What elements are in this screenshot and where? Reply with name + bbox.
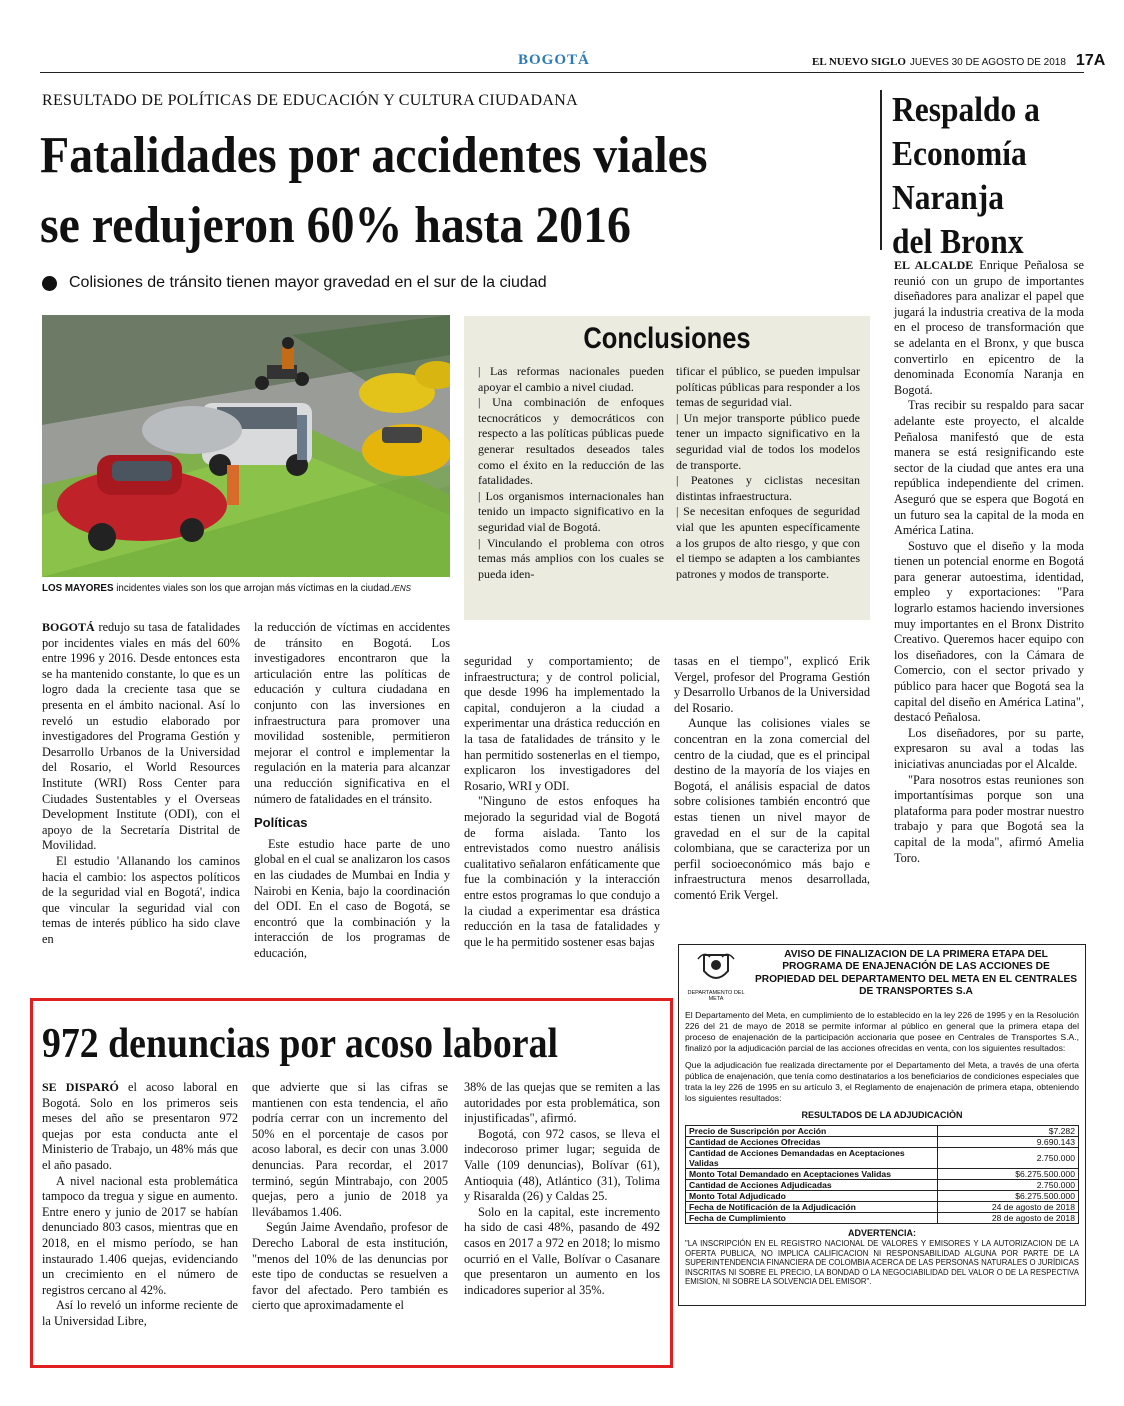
meta-seal bbox=[685, 949, 747, 1002]
paragraph: El estudio 'Allanando los caminos hacia el cambio: los aspectos políticos de la seguridad vial en Bogotá', indica que vincular la seguridad vial con temas de interés público ha sido clave en bbox=[42, 853, 240, 946]
headline-line-2: se redujeron 60% hasta 2016 bbox=[40, 197, 631, 254]
lead-word: SE DISPARÓ bbox=[42, 1080, 119, 1094]
subhead-text: Colisiones de tránsito tienen mayor gravedad en el sur de la ciudad bbox=[69, 274, 547, 291]
table-row: Fecha de Notificación de la Adjudicación 24 de agosto de 2018 bbox=[686, 1202, 1079, 1213]
paragraph: A nivel nacional esta problemática tampoco da tregua y sigue en aumento. Entre enero y junio de 2017 se habían denunciado 803 casos, mientras que en 2018, en el mismo período, se han instaurado 1.406 quejas, evidenciando un crecimiento en el número de registros cercano al 42%. bbox=[42, 1173, 238, 1297]
acoso-column-3 bbox=[464, 1080, 660, 1298]
paragraph: que advierte que si las cifras se mantienen con esta tendencia, el año podría cerrar con un incremento del 50% en el porcentaje de casos por acoso laboral, es decir con unas 3.000 denuncias. Para recordar, el 2017 terminó, según Mintrabajo, con 2005 quejas, pero a junio de 2018 ya llevábamos 1.406. bbox=[252, 1080, 448, 1219]
paragraph: BOGOTÁ redujo su tasa de fatalidades por incidentes viales en más del 60% entre 1996 y 2016. Desde entonces esta se ha mantenido constante, lo que es un logro dada la creciente tasa que se presenta en el ámbito nacional. Así lo reveló un estudio elaborado por investigadores del Programa Gestión y Desarrollo Urbanos de la Universidad del Rosario, el World Resources Institute (WRI) Ross Center para Ciudades Sustentables y el Overseas Development Institute (ODI), con el apoyo de la Secretaría Distrital de Movilidad. bbox=[42, 620, 240, 853]
paragraph: SE DISPARÓ el acoso laboral en Bogotá. Solo en los primeros seis meses del año se presentaron 972 quejas por esta conducta ante el Ministerio de Trabajo, un 48% más que el año pasado. bbox=[42, 1080, 239, 1172]
warning-text: "LA INSCRIPCIÓN EN EL REGISTRO NACIONAL DE VALORES Y EMISORES Y LA AUTORIZACION DE LA OFERTA PUBLICA, NO IMPLICA CALIFICACION NI RESPONSABILIDAD ALGUNA POR PARTE DE LA SUPERINTENDENCIA FINANCIERA DE COLOMBIA ACERCA DE LAS PERSONAS NATURALES O JURÍDICAS INSCRITAS NI SOBRE EL PRECIO, LA BONDAD O LA NEGOCIABILIDAD DEL VALOR O DE LA RESPECTIVA EMISION, NI SOBRE LA SOLVENCIA DEL EMISOR". bbox=[685, 1239, 1079, 1287]
notice-paragraph-2: Que la adjudicación fue realizada directamente por el Departamento del Meta, a través de una oferta pública de enajenación, que tenía como destinatarios a los beneficiarios de condiciones especiales que trata la ley 226 de 1995 en su artículo 3, el Reglamento de enajenación de primera etapa, obteniendo los siguientes resultados: bbox=[685, 1060, 1079, 1103]
paragraph: "Para nosotros estas reuniones son importantísimas porque son una plataforma para poder mostrar nuestro trabajo y para que Bogotá sea la capital de la moda", afirmó Amelia Toro. bbox=[894, 772, 1084, 865]
conclusion-item: | Una combinación de enfoques tecnocráticos y democráticos con respecto a las políticas públicas puede generar resultados deseados tales como el éxito en la reducción de las fatalidades. bbox=[478, 395, 664, 488]
table-row: Monto Total Adjudicado $6.275.500.000 bbox=[686, 1191, 1079, 1202]
paragraph: EL ALCALDE Enrique Peñalosa se reunió con un grupo de importantes diseñadores para analizar el papel que jugará la industria creativa de la moda en el proceso de transformación que se adelanta en el Bronx, y que busca convertirlo en epicentro de la denominada Economía Naranja en Bogotá. bbox=[894, 258, 1085, 397]
acoso-column-1 bbox=[42, 1080, 238, 1330]
paragraph: Tras recibir su respaldo para sacar adelante este proyecto, el alcalde Peñalosa manifestó que de esta manera se está resignificando este sector de la ciudad que antes era una república independiente del crimen. Aseguró que se espera que Bogotá en un futuro sea la capital de la moda en América Latina. bbox=[894, 398, 1084, 538]
section-label: BOGOTÁ bbox=[518, 52, 590, 68]
paragraph: tasas en el tiempo", explicó Erik Vergel, profesor del Programa Gestión y Desarrollo Urbanos de la Universidad del Rosario. bbox=[674, 654, 870, 715]
car-crash-image bbox=[42, 315, 450, 577]
paragraph: la reducción de víctimas en accidentes de tránsito en Bogotá. Los investigadores encontraron que la articulación entre las políticas de educación y cultura ciudadana en conjunto con las inversiones en infraestructura para promover una movilidad sostenible, permitieron mejorar el control e implementar la regulación en la materia para alcanzar una reducción significativa en el número de fatalidades en el tránsito. bbox=[254, 620, 450, 806]
table-row: Precio de Suscripción por Acción $7.282 bbox=[686, 1126, 1079, 1137]
conclusion-item: | Se necesitan enfoques de seguridad vial que les apunten específicamente a los grupos de alto riesgo, y que con el tiempo se adapten a los cambiantes patrones y modos de transporte. bbox=[676, 504, 860, 581]
paragraph: seguridad y comportamiento; de infraestructura; y de control policial, que desde 1996 ha implementado la capital, condujeron a la ciudad a experimentar una drástica reducción en la tasa de fatalidades de tránsito y le han permitido sostenerlas en el tiempo, explicaron los investigadores del Rosario, WRI y ODI. bbox=[464, 654, 660, 793]
bullet-icon bbox=[42, 276, 57, 291]
politicas-subhead: Políticas bbox=[254, 815, 308, 831]
side-headline: Respaldo a Economía Naranja del Bronx bbox=[892, 90, 1040, 261]
notice-header bbox=[685, 949, 1079, 1002]
header-rule bbox=[40, 72, 1084, 73]
conclusion-item: | Las reformas nacionales pueden apoyar el cambio a nivel ciudad. bbox=[478, 364, 664, 394]
results-table bbox=[685, 1125, 1079, 1224]
conclusion-item: | Peatones y ciclistas necesitan distintas infraestructura. bbox=[676, 473, 860, 503]
conclusion-item: | Los organismos internacionales han tenido un impacto significativo en la seguridad vial de Bogotá. bbox=[478, 488, 664, 534]
paragraph: Aunque las colisiones viales se concentran en la zona comercial del centro de la ciudad, que es el principal destino de la mayoría de los viajes en Bogotá, el análisis espacial de datos sobre colisiones también encontró que estas tienen un nivel mayor de gravedad en el sur de la capital colombiana, que se caracteriza por un perfil socioeconómico más bajo e infraestructura menos desarrollada, comentó Erik Vergel. bbox=[674, 716, 870, 902]
photo-caption bbox=[42, 582, 450, 596]
paper-name: EL NUEVO SIGLO bbox=[812, 56, 906, 68]
conclusions-left bbox=[478, 364, 664, 582]
paragraph: Solo en la capital, este incremento ha sido de casi 48%, pasando de 492 casos en 2017 a 972 en 2018; lo mismo ocurrió en el Valle, Bolívar o Casanare que presentaron un aumento en los indicadores superior al 35%. bbox=[464, 1204, 660, 1297]
paragraph: Bogotá, con 972 casos, se lleva el indecoroso primer lugar; seguida de Valle (109 denuncias), Bolívar (61), Antioquia (48), Atlántico (31), Tolima y Risaralda (26) y Caldas 25. bbox=[464, 1126, 660, 1204]
warning-title: ADVERTENCIA: bbox=[847, 1228, 916, 1238]
notice-paragraph-1: El Departamento del Meta, en cumplimiento de lo establecido en la ley 226 de 1995 y en la Resolución 226 del 21 de mayo de 2018 se permite informar al público en general que la primera etapa del proceso de enajenación de la participación accionaria que posee en Centrales de Transportes S.A., finalizó por la adjudicación parcial de las acciones ofrecidas en venta, con los siguientes resultados: bbox=[685, 1010, 1079, 1053]
conclusions-title: Conclusiones bbox=[583, 322, 751, 355]
lead-word: BOGOTÁ bbox=[42, 620, 95, 634]
conclusions-box bbox=[464, 316, 870, 620]
paragraph: Según Jaime Avendaño, profesor de Derecho Laboral de esta institución, "menos del 10% de las denuncias por este tipo de conductas se resuelven a favor del afectado. Pero también es cierto que aproximadamente el bbox=[252, 1220, 448, 1313]
results-title: RESULTADOS DE LA ADJUDICACIÒN bbox=[801, 1110, 963, 1120]
paragraph: "Ninguno de estos enfoques ha mejorado la seguridad vial de Bogotá de forma aislada. Tanto los entrevistados como nuestro análisis cualitativo señalaron enfáticamente que fue la combinación y la interacción entre estos programas lo que condujo a la ciudad a experimentar esa drástica reducción en la tasa de fatalidades y que le ha permitido sostener esas bajas bbox=[464, 794, 660, 949]
side-divider bbox=[880, 90, 882, 250]
table-row: Monto Total Demandado en Aceptaciones Validas $6.275.500.000 bbox=[686, 1169, 1079, 1180]
main-column-2 bbox=[254, 620, 450, 961]
paragraph: 38% de las quejas que se remiten a las autoridades por esta problemática, son injustificadas", afirmó. bbox=[464, 1080, 660, 1126]
table-row: Cantidad de Acciones Ofrecidas 9.690.143 bbox=[686, 1137, 1079, 1148]
coat-of-arms-icon bbox=[696, 949, 736, 987]
conclusions-right bbox=[676, 364, 860, 582]
masthead bbox=[812, 52, 1105, 70]
paragraph: Este estudio hace parte de uno global en el cual se analizaron los casos en las ciudades de Mumbai en India y Nairobi en Kenia, bajo la coordinación del ODI. En el caso de Bogotá, se encontró que la combinación y la interacción de los programas de educación, bbox=[254, 836, 450, 960]
table-row: Cantidad de Acciones Demandadas en Aceptaciones Validas 2.750.000 bbox=[686, 1148, 1079, 1169]
page-number: 17A bbox=[1075, 52, 1106, 69]
lead-word: EL ALCALDE bbox=[894, 258, 974, 272]
accident-photo bbox=[42, 315, 450, 577]
conclusion-item: | Un mejor transporte público puede tener un impacto significativo en la seguridad vial de todos los modelos de transporte. bbox=[676, 410, 860, 472]
headline-line-1: Fatalidades por accidentes viales bbox=[40, 127, 708, 184]
caption-text: incidentes viales son los que arrojan más víctimas en la ciudad. bbox=[113, 583, 393, 594]
subhead bbox=[42, 274, 547, 292]
issue-date: JUEVES 30 DE AGOSTO DE 2018 bbox=[909, 57, 1066, 68]
paragraph: Así lo reveló un informe reciente de la Universidad Libre, bbox=[42, 1298, 238, 1328]
seal-caption: DEPARTAMENTO DEL META bbox=[687, 990, 745, 1002]
kicker: RESULTADO DE POLÍTICAS DE EDUCACIÓN Y CULTURA CIUDADANA bbox=[42, 92, 578, 109]
notice-title: AVISO DE FINALIZACION DE LA PRIMERA ETAPA DEL PROGRAMA DE ENAJENACIÓN DE LAS ACCIONES DE PROPIEDAD DEL DEPARTAMENTO DEL META EN EL CENTRALES DE TRANSPORTES S.A bbox=[754, 949, 1078, 998]
main-column-3 bbox=[464, 654, 660, 950]
main-column-4 bbox=[674, 654, 870, 904]
acoso-headline: 972 denuncias por acoso laboral bbox=[42, 1021, 558, 1067]
caption-lead: LOS MAYORES bbox=[42, 583, 114, 594]
caption-credit: /ENS bbox=[392, 584, 411, 593]
side-story-body bbox=[894, 258, 1084, 866]
paragraph: Sostuvo que el diseño y la moda tienen un potencial enorme en Bogotá para generar autoestima, identidad, empleo y exportaciones: "Para lograrlo estamos haciendo inversiones muy importantes en el Bronx Distrito Creativo. Queremos hacer equipo con los diseñadores, con la Cámara de Comercio, con el sector privado y público para hacer que Bogotá sea la capital del diseño en América Latina", destacó Peñalosa. bbox=[894, 538, 1084, 725]
paragraph: Los diseñadores, por su parte, expresaron su aval a todas las iniciativas anunciadas por el Alcalde. bbox=[894, 725, 1084, 771]
table-row: Cantidad de Acciones Adjudicadas 2.750.000 bbox=[686, 1180, 1079, 1191]
notice-box bbox=[678, 944, 1086, 1306]
table-row: Fecha de Cumplimiento 28 de agosto de 2018 bbox=[686, 1213, 1079, 1224]
main-column-1 bbox=[42, 620, 240, 947]
conclusion-continuation: tificar el público, se pueden impulsar políticas públicas para responder a los temas de seguridad vial. bbox=[676, 364, 860, 410]
conclusion-item: | Vinculando el problema con otros temas más amplios con los cuales se pueda iden- bbox=[478, 535, 664, 581]
acoso-column-2 bbox=[252, 1080, 448, 1314]
